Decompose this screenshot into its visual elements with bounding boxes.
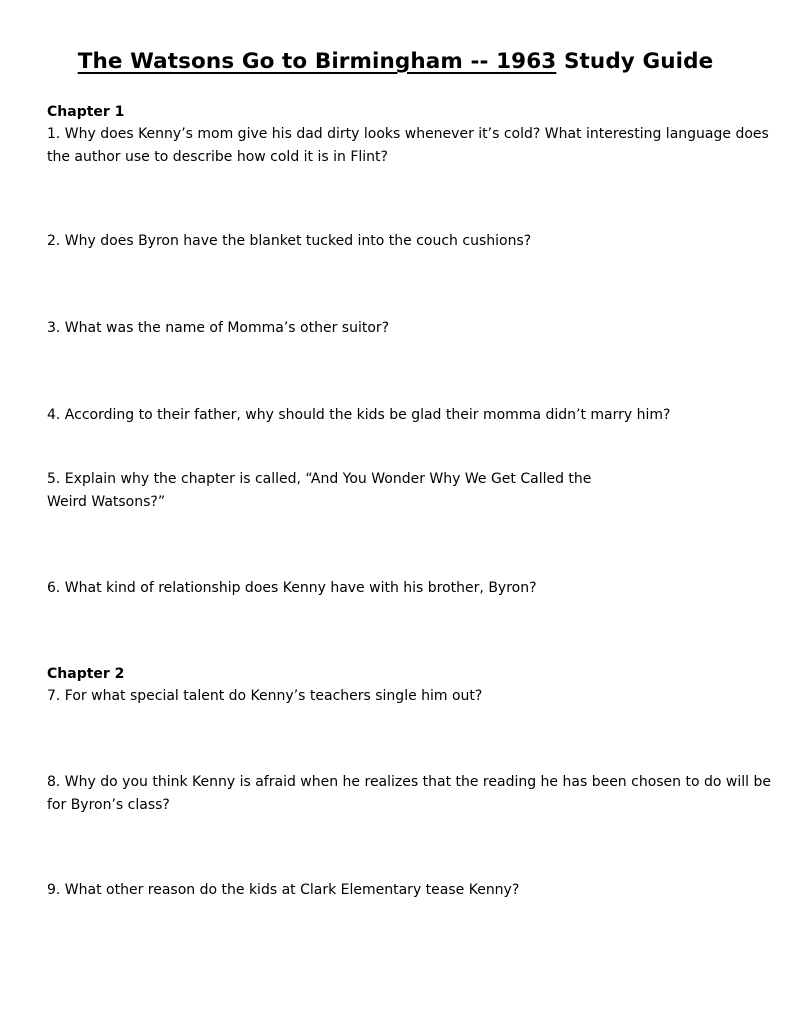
- question-4: 4. According to their father, why should the kids be glad their momma didn’t marry him?: [47, 407, 671, 423]
- question-5-line-2: Weird Watsons?”: [47, 494, 166, 510]
- question-5: [47, 468, 777, 514]
- chapter-2-heading: Chapter 2: [47, 666, 125, 682]
- question-3: 3. What was the name of Momma’s other suitor?: [47, 320, 390, 336]
- title-suffix: Study Guide: [556, 49, 714, 74]
- book-title: The Watsons Go to Birmingham -- 1963: [77, 49, 557, 74]
- question-9: 9. What other reason do the kids at Clark Elementary tease Kenny?: [47, 882, 520, 898]
- question-1: 1. Why does Kenny’s mom give his dad dirty looks whenever it’s cold? What interesting language does the author use to describe how cold it is in Flint?: [47, 126, 769, 165]
- question-8: 8. Why do you think Kenny is afraid when he realizes that the reading he has been chosen to do will be for Byron’s class?: [47, 774, 771, 813]
- question-6: 6. What kind of relationship does Kenny have with his brother, Byron?: [47, 580, 537, 596]
- question-2: 2. Why does Byron have the blanket tucked into the couch cushions?: [47, 233, 532, 249]
- question-5-line-1: 5. Explain why the chapter is called, “And You Wonder Why We Get Called the: [47, 471, 592, 487]
- chapter-1-heading: Chapter 1: [47, 104, 125, 120]
- page-title: [0, 49, 791, 74]
- question-7: 7. For what special talent do Kenny’s teachers single him out?: [47, 688, 483, 704]
